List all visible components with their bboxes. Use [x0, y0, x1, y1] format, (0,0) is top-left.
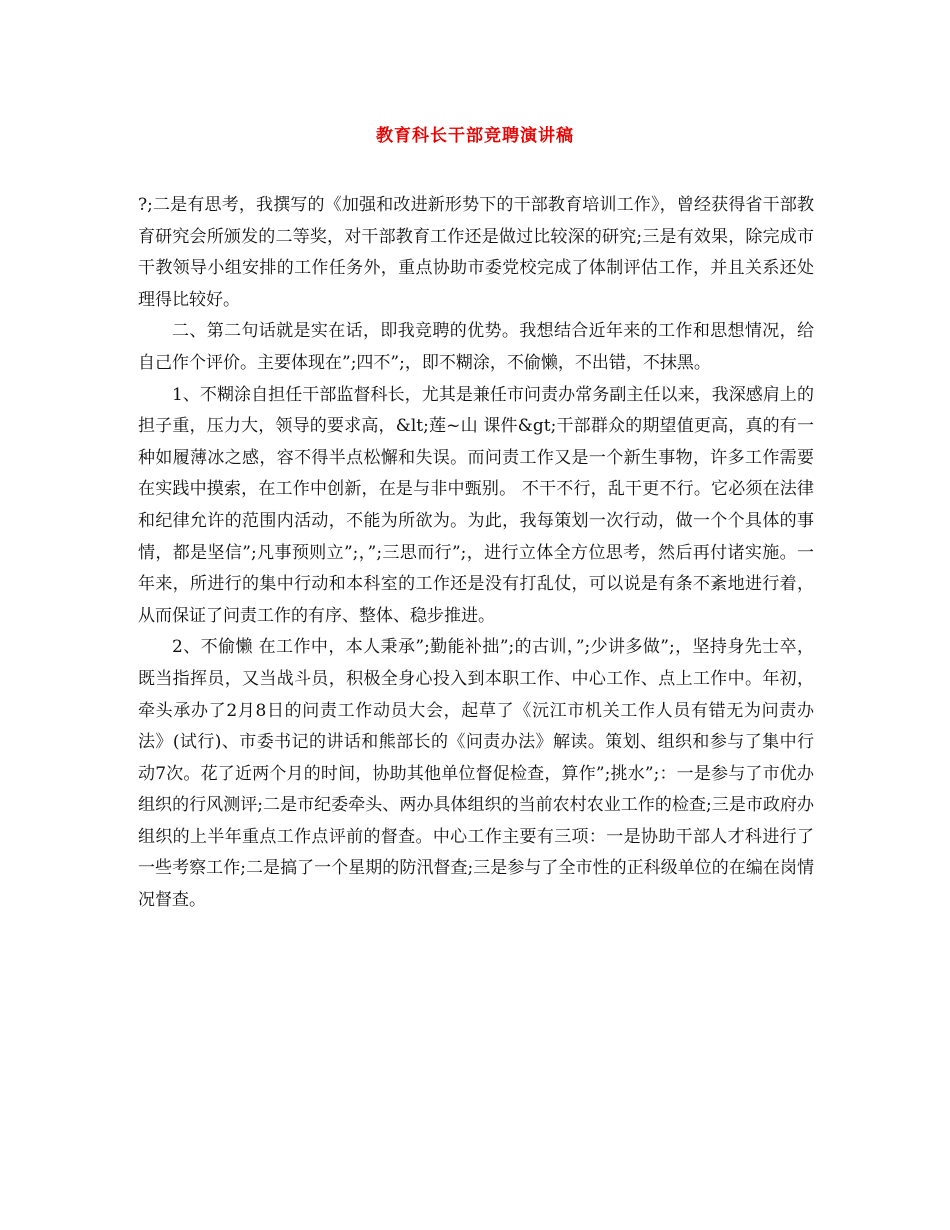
paragraph-3: 1、不糊涂自担任干部监督科长，尤其是兼任市问责办常务副主任以来，我深感肩上的担子重，压力大，领导的要求高，&lt;莲~山 课件&gt;干部群众的期望值更高，真的有一种如履薄冰之感，容不得半点松懈和失误。而问责工作又是一个新生事物，许多工作需要在实践中摸索，在工作中创新，在是与非中甄别。 不干不行，乱干更不行。它必须在法律和纪律允许的范围内活动，不能为所欲为。为此，我每策划一次行动，做一个个具体的事情，都是坚信”;凡事预则立”;，”;三思而行”;，进行立体全方位思考，然后再付诸实施。一年来，所进行的集中行动和本科室的工作还是没有打乱仗，可以说是有条不紊地进行着，从而保证了问责工作的有序、整体、稳步推进。 — [138, 384, 814, 626]
paragraph-4: 2、不偷懒 在工作中，本人秉承”;勤能补拙”;的古训，”;少讲多做”;，坚持身先士卒，既当指挥员，又当战斗员，积极全身心投入到本职工作、中心工作、点上工作中。年初，牵头承办了2月8日的问责工作动员大会，起草了《沅江市机关工作人员有错无为问责办法》(试行)、市委书记的讲话和熊部长的《问责办法》解读。策划、组织和参与了集中行动7次。花了近两个月的时间，协助其他单位督促检查，算作”;挑水”;：一是参与了市优办组织的行风测评;二是市纪委牵头、两办具体组织的当前农村农业工作的检查;三是市政府办组织的上半年重点工作点评前的督查。中心工作主要有三项：一是协助干部人才科进行了一些考察工作;二是搞了一个星期的防汛督查;三是参与了全市性的正科级单位的在编在岗情况督查。 — [138, 637, 814, 911]
paragraph-2: 二、第二句话就是实在话，即我竞聘的优势。我想结合近年来的工作和思想情况，给自己作个评价。主要体现在”;四不”;，即不糊涂，不偷懒，不出错，不抹黑。 — [138, 321, 814, 373]
document-body — [138, 190, 814, 917]
paragraph-1: ?;二是有思考，我撰写的《加强和改进新形势下的干部教育培训工作》，曾经获得省干部教育研究会所颁发的二等奖，对干部教育工作还是做过比较深的研究;三是有效果，除完成市干教领导小组安排的工作任务外，重点协助市委党校完成了体制评估工作，并且关系还处理得比较好。 — [138, 195, 814, 310]
document-title: 教育科长干部竞聘演讲稿 — [376, 126, 574, 146]
